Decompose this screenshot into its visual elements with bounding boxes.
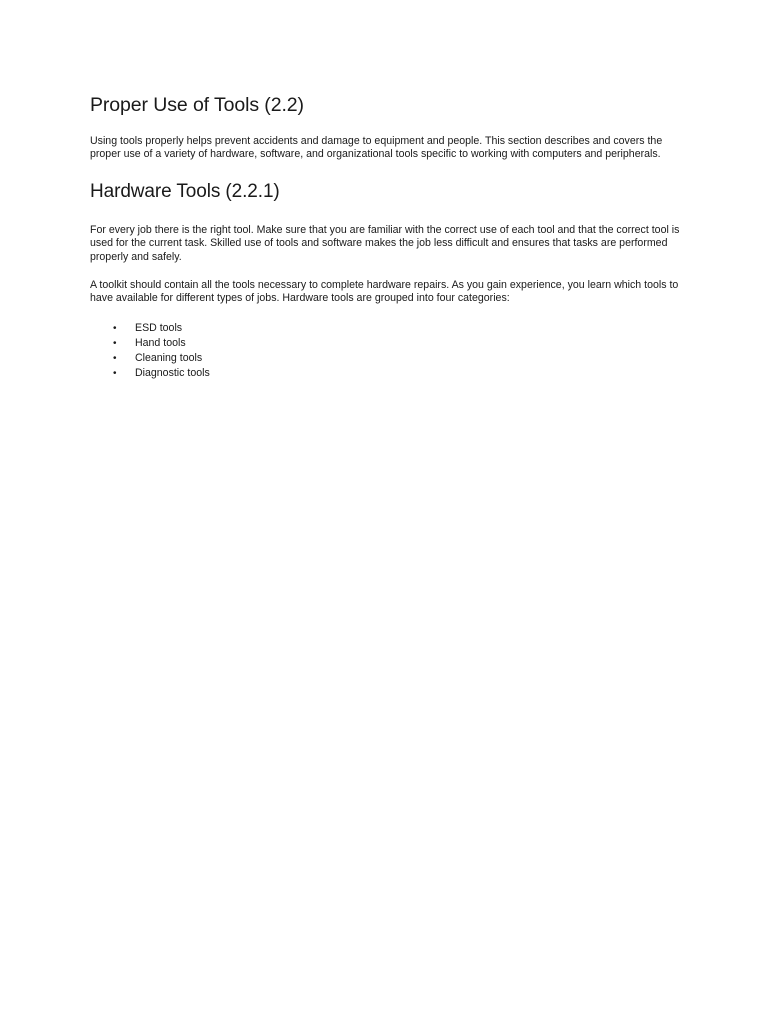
tool-categories-list xyxy=(90,321,690,381)
bullet-icon: • xyxy=(113,337,117,349)
right-tool-paragraph: For every job there is the right tool. Make sure that you are familiar with the correct use of each tool and that the correct tool is used for the current task. Skilled use of tools and software makes the job less difficult and ensures that tasks are performed properly and safely. xyxy=(90,223,680,263)
section-intro-paragraph: Using tools properly helps prevent accidents and damage to equipment and people. This section describes and covers the proper use of a variety of hardware, software, and organizational tools specific to working with computers and peripherals. xyxy=(90,135,663,161)
list-item-label: ESD tools xyxy=(135,321,183,334)
list-item xyxy=(90,336,690,351)
section-heading: Proper Use of Tools (2.2) xyxy=(90,94,304,116)
list-item xyxy=(90,366,690,381)
list-item-label: Diagnostic tools xyxy=(135,367,210,380)
list-item xyxy=(90,321,690,336)
bullet-icon: • xyxy=(113,353,117,365)
bullet-icon: • xyxy=(113,322,117,334)
document-page xyxy=(90,92,690,381)
bullet-icon: • xyxy=(113,368,117,380)
list-item-label: Cleaning tools xyxy=(135,352,203,365)
list-item-label: Hand tools xyxy=(135,336,186,349)
subsection-heading: Hardware Tools (2.2.1) xyxy=(90,180,280,202)
toolkit-paragraph: A toolkit should contain all the tools necessary to complete hardware repairs. As you gain experience, you learn which tools to have available for different types of jobs. Hardware tools are grouped into four categories: xyxy=(90,279,679,305)
list-item xyxy=(90,351,690,366)
